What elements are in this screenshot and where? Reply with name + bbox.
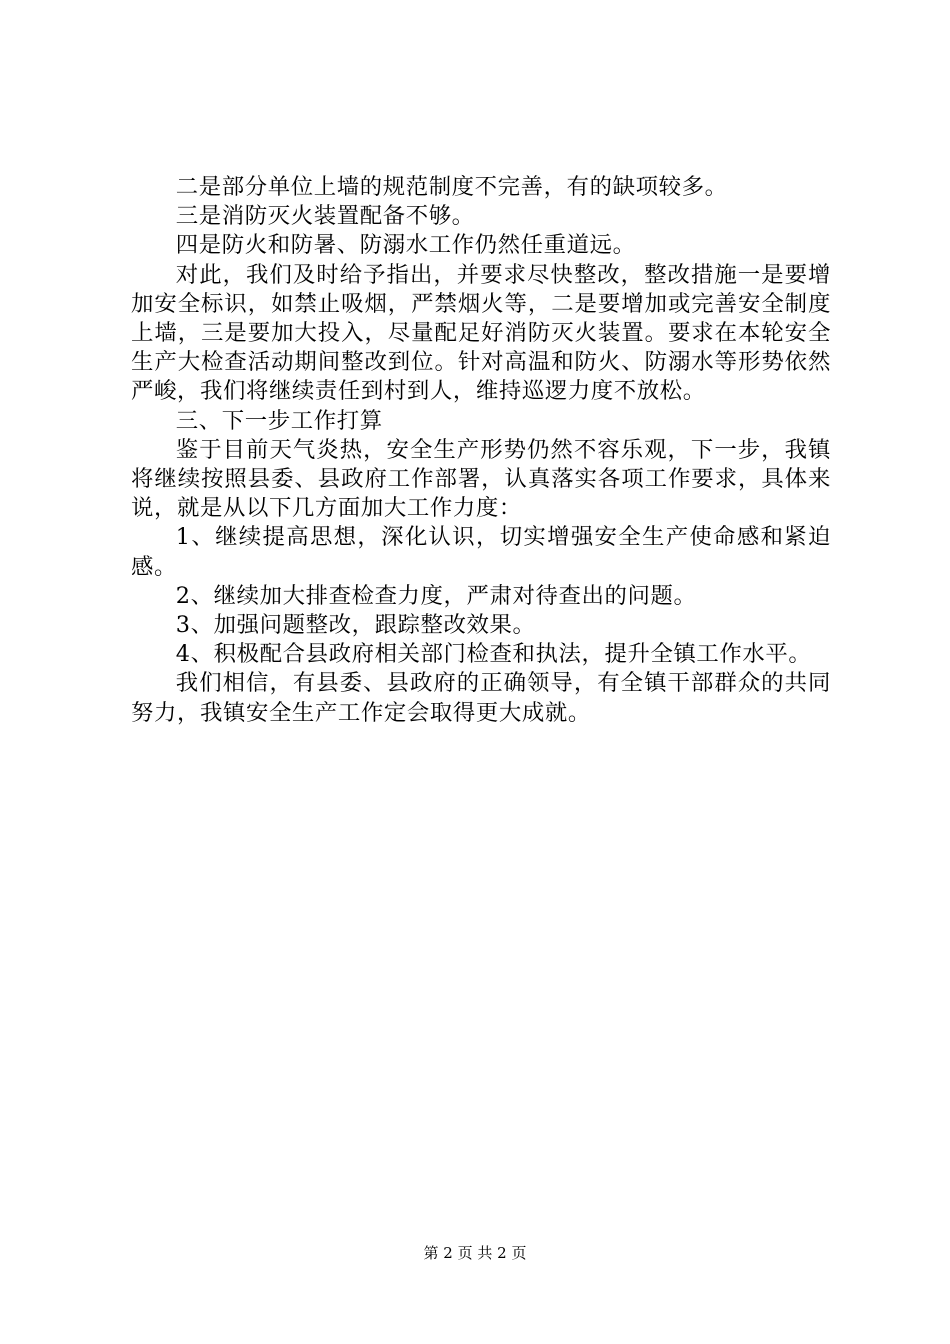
paragraph-conclusion: 我们相信，有县委、县政府的正确领导，有全镇干部群众的共同努力，我镇安全生产工作定会取得更大成就。 (131, 670, 831, 726)
paragraph-deficiency-2: 二是部分单位上墙的规范制度不完善，有的缺项较多。 (175, 174, 728, 200)
document-body (131, 173, 831, 728)
page-footer: 第 2 页 共 2 页 (423, 1244, 527, 1262)
section-heading-next-steps: 三、下一步工作打算 (175, 407, 383, 434)
list-item-4: 4、积极配合县政府相关部门检查和执法，提升全镇工作水平。 (175, 641, 812, 668)
paragraph-deficiency-4: 四是防火和防暑、防溺水工作仍然任重道远。 (175, 232, 636, 259)
list-item-3: 3、加强问题整改，跟踪整改效果。 (175, 612, 536, 639)
list-item-2: 2、继续加大排查检查力度，严肃对待查出的问题。 (175, 582, 697, 609)
list-item-1: 1、继续提高思想，深化认识，切实增强安全生产使命感和紧迫感。 (131, 524, 831, 580)
paragraph-deficiency-3: 三是消防灭火装置配备不够。 (175, 203, 475, 230)
paragraph-next-steps-intro: 鉴于目前天气炎热，安全生产形势仍然不容乐观，下一步，我镇将继续按照县委、县政府工作部署，认真落实各项工作要求，具体来说，就是从以下几方面加大工作力度： (131, 436, 831, 522)
paragraph-rectification: 对此，我们及时给予指出，并要求尽快整改，整改措施一是要增加安全标识，如禁止吸烟，严禁烟火等，二是要增加或完善安全制度上墙，三是要加大投入，尽量配足好消防灭火装置。要求在本轮安全生产大检查活动期间整改到位。针对高温和防火、防溺水等形势依然严峻，我们将继续责任到村到人，维持巡逻力度不放松。 (131, 261, 831, 405)
